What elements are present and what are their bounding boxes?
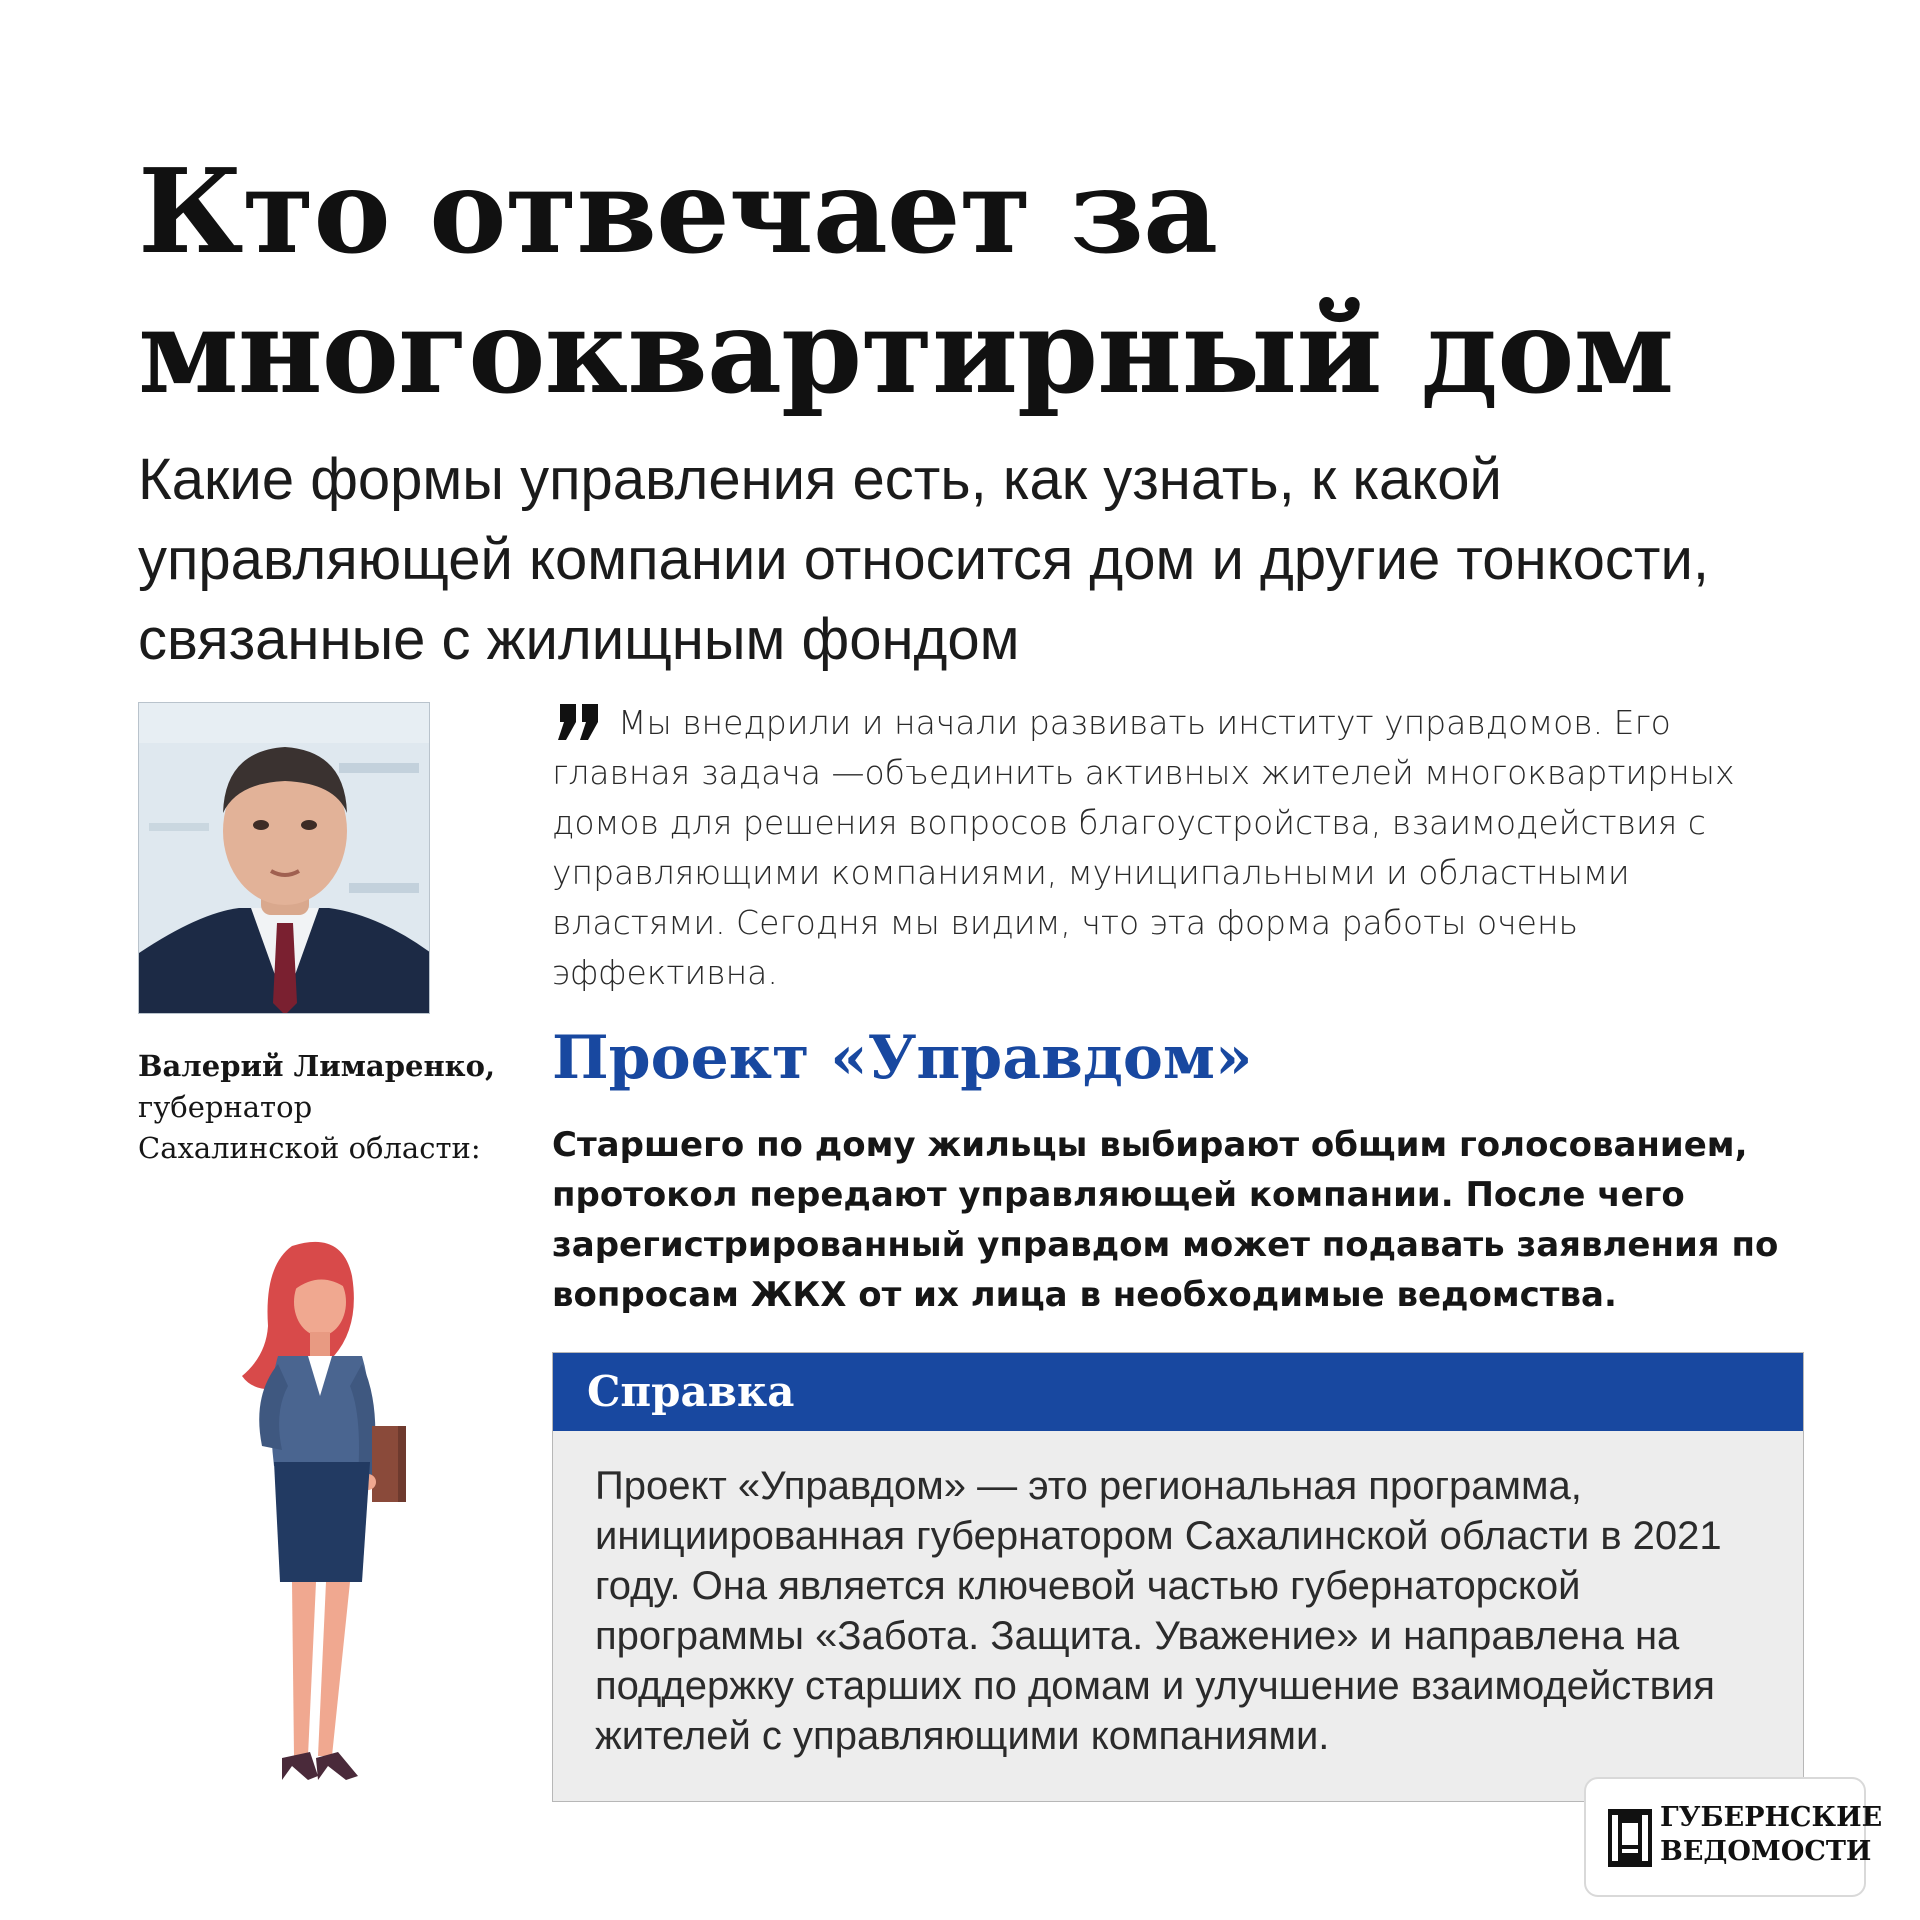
- logo-line-2: ВЕДОМОСТИ: [1660, 1836, 1872, 1867]
- logo-text: [1660, 1801, 1882, 1869]
- publisher-logo: [1584, 1777, 1883, 1897]
- speaker-photo: [138, 702, 430, 1014]
- page-title: Кто отвечает за многоквартирный дом: [138, 144, 1674, 420]
- reference-text: Проект «Управдом» — это региональная программа, инициированная губернатором Сахалинской области в 2021 году. Она является ключевой частью губернаторской программы «Забота. Защита. Уважение» и направлена на поддержку старших по домам и улучшение взаимодействия жителей с управляющими компаниями.: [595, 1464, 1722, 1758]
- quote-text: Мы внедрили и начали развивать институт управдомов. Его главная задача —объединить активных жителей многоквартирных домов для решения вопросов благоустройства, взаимодействия с управляющими компаниями, муниципальными и областными властями. Сегодня мы видим, что эта форма работы очень эффективна.: [552, 703, 1735, 992]
- newspaper-emblem-icon: [1608, 1809, 1652, 1867]
- reference-box: [552, 1352, 1804, 1802]
- project-title: Проект «Управдом»: [552, 1023, 1253, 1093]
- page-subtitle: Какие формы управления есть, как узнать, к какой управляющей компании относится дом и другие тонкости, связанные с жилищным фондом: [138, 447, 1709, 672]
- logo-line-1: ГУБЕРНСКИЕ: [1660, 1802, 1883, 1833]
- reference-heading: Справка: [553, 1353, 1803, 1431]
- speaker-caption: [138, 1046, 518, 1169]
- speaker-name: Валерий Лимаренко,: [138, 1049, 496, 1083]
- speaker-role: губернатор Сахалинской области:: [138, 1090, 481, 1165]
- woman-with-folder-illustration: [222, 1236, 422, 1810]
- project-text: Старшего по дому жильцы выбирают общим голосованием, протокол передают управляющей компании. После чего зарегистрированный управдом может подавать заявления по вопросам ЖКХ от их лица в необходимые ведомства.: [552, 1125, 1779, 1315]
